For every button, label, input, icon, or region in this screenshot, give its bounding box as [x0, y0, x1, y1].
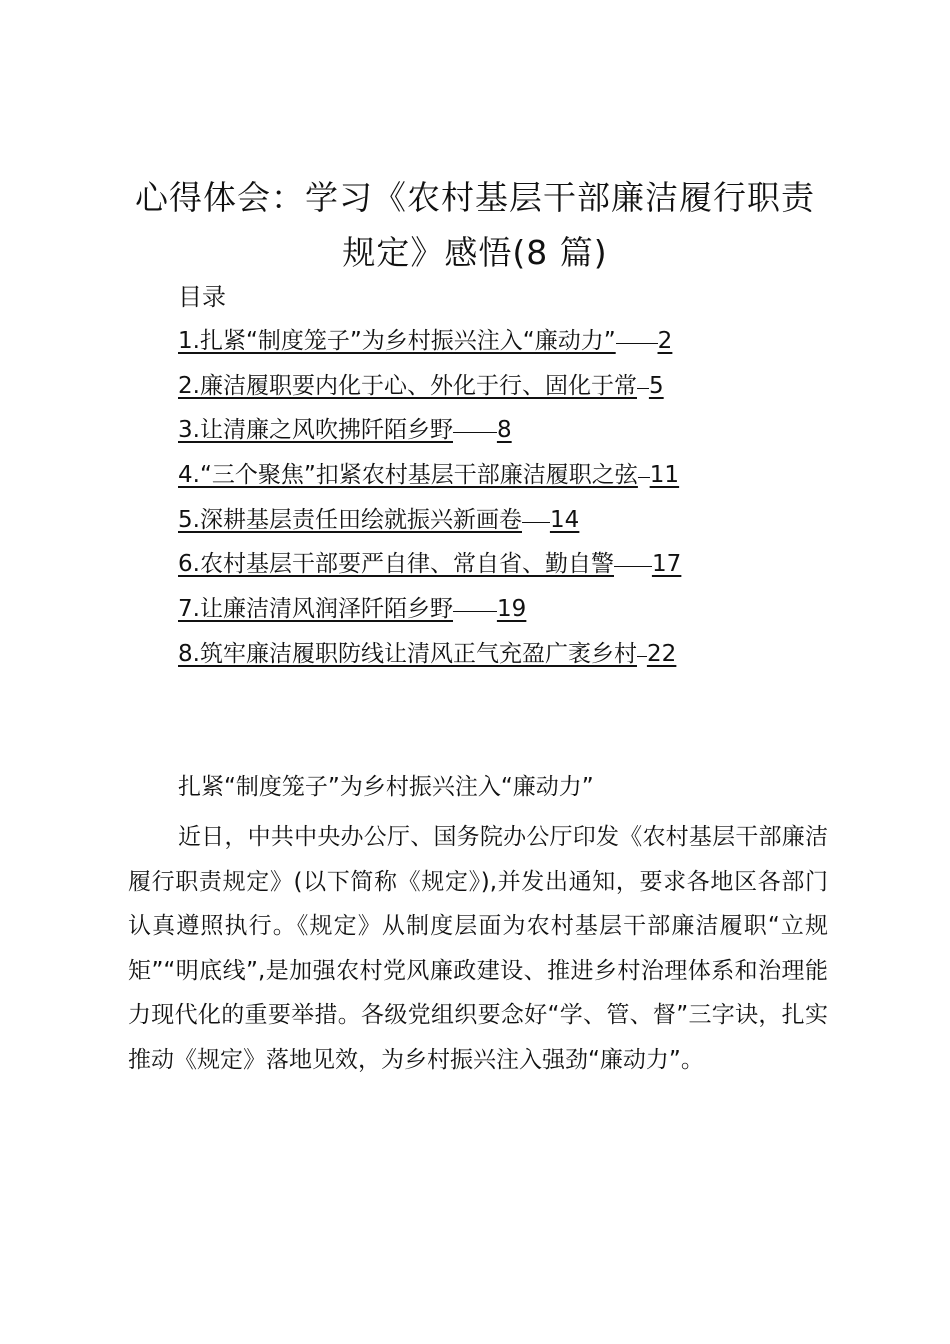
document-title	[100, 170, 850, 280]
toc-heading: 目录	[178, 283, 226, 311]
toc-entry-6[interactable]	[178, 547, 681, 592]
toc-entry-7[interactable]	[178, 592, 681, 637]
toc-leader	[453, 611, 497, 612]
document-title-line-2: 规定》感悟(8 篇)	[342, 233, 608, 272]
toc-entry-text: 7.让廉洁清风润泽阡陌乡野	[178, 596, 453, 623]
toc-entry-page: 22	[646, 640, 677, 667]
toc-leader	[453, 432, 497, 433]
toc-entry-page: 19	[496, 596, 527, 623]
toc-entry-text: 8.筑牢廉洁履职防线让清风正气充盈广袤乡村	[178, 640, 637, 667]
toc-leader	[637, 388, 649, 389]
toc-entry-text: 6.农村基层干部要严自律、常自省、勤自警	[178, 551, 614, 578]
toc-entry-text: 4.“三个聚焦”扣紧农村基层干部廉洁履职之弦	[178, 462, 638, 489]
document-title-line-1: 心得体会：学习《农村基层干部廉洁履行职责	[135, 178, 815, 217]
toc-entry-page: 17	[651, 551, 682, 578]
toc-entry-3[interactable]	[178, 413, 681, 458]
body-paragraph: 近日，中共中央办公厅、国务院办公厅印发《农村基层干部廉洁履行职责规定》(以下简称《规定》),并发出通知，要求各地区各部门认真遵照执行。《规定》从制度层面为农村基层干部廉洁履职“立规矩”“明底线”,是加强农村党风廉政建设、推进乡村治理体系和治理能力现代化的重要举措。各级党组织要念好“学、管、督”三字诀，扎实推动《规定》落地见效，为乡村振兴注入强劲“廉动力”。	[128, 824, 828, 1073]
toc-entry-2[interactable]	[178, 369, 681, 414]
toc-entry-text: 3.让清廉之风吹拂阡陌乡野	[178, 417, 453, 444]
toc-entry-4[interactable]	[178, 458, 681, 503]
toc-entry-text: 1.扎紧“制度笼子”为乡村振兴注入“廉动力”	[178, 328, 616, 354]
toc-leader	[522, 522, 550, 523]
toc-leader	[616, 343, 658, 344]
toc-entry-page: 14	[549, 506, 580, 533]
toc-entry-page: 11	[649, 462, 680, 489]
toc-leader	[637, 656, 647, 657]
section-title: 扎紧“制度笼子”为乡村振兴注入“廉动力”	[178, 774, 594, 800]
toc-entry-5[interactable]	[178, 503, 681, 548]
toc-entry-text: 5.深耕基层责任田绘就振兴新画卷	[178, 506, 522, 533]
toc-entry-1[interactable]	[178, 324, 681, 369]
table-of-contents	[178, 324, 681, 682]
toc-entry-page: 2	[657, 328, 673, 354]
toc-entry-page: 5	[648, 372, 664, 399]
toc-leader	[638, 477, 650, 478]
toc-entry-8[interactable]	[178, 637, 681, 682]
toc-entry-text: 2.廉洁履职要内化于心、外化于行、固化于常	[178, 372, 637, 399]
toc-leader	[614, 566, 652, 567]
toc-entry-page: 8	[496, 417, 512, 444]
